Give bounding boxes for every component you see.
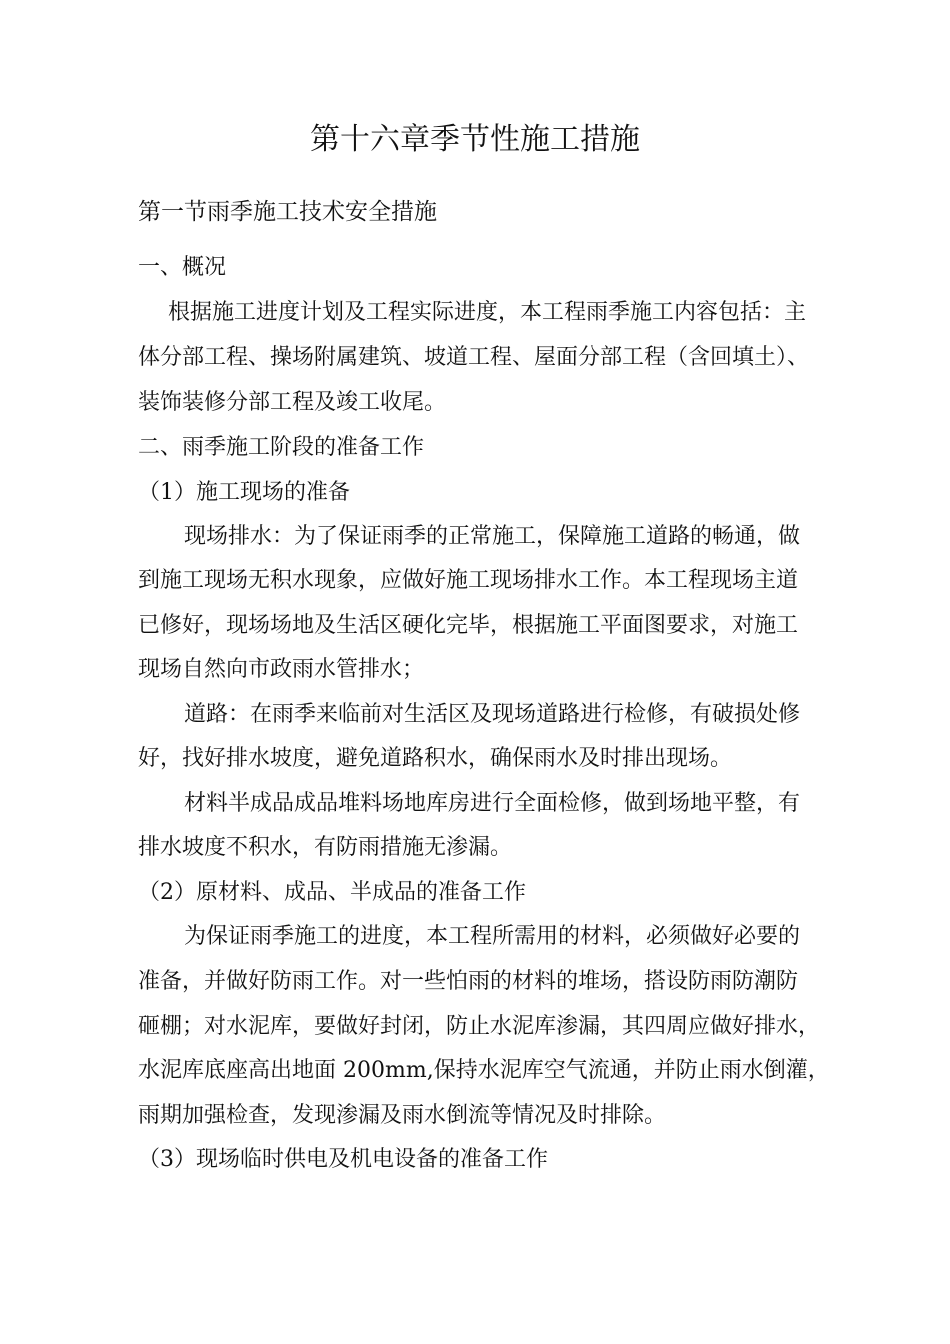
heading-overview: 一、概况 — [138, 255, 227, 280]
subheading-site: （1）施工现场的准备 — [138, 480, 350, 505]
paragraph-storage-line: 水泥库底座高出地面 200mm,保持水泥库空气流通，并防止雨水倒灌， — [138, 1058, 830, 1083]
paragraph-storage-line: 准备，并做好防雨工作。对一些怕雨的材料的堆场，搭设防雨防潮防 — [138, 969, 799, 994]
paragraph-drainage-line: 现场自然向市政雨水管排水； — [138, 657, 425, 682]
paragraph-materials-line: 排水坡度不积水，有防雨措施无渗漏。 — [138, 835, 513, 860]
paragraph-road-line: 好，找好排水坡度，避免道路积水，确保雨水及时排出现场。 — [138, 746, 733, 771]
paragraph-storage-line: 砸棚；对水泥库，要做好封闭，防止水泥库渗漏，其四周应做好排水， — [138, 1014, 821, 1039]
paragraph-materials-line: 材料半成品成品堆料场地库房进行全面检修，做到场地平整，有 — [184, 791, 801, 816]
subheading-power: （3）现场临时供电及机电设备的准备工作 — [138, 1147, 548, 1172]
subheading-materials: （2）原材料、成品、半成品的准备工作 — [138, 880, 526, 905]
paragraph-drainage-line: 到施工现场无积水现象，应做好施工现场排水工作。本工程现场主道 — [138, 568, 799, 593]
section-title: 第一节雨季施工技术安全措施 — [138, 199, 437, 225]
paragraph-road-line: 道路：在雨季来临前对生活区及现场道路进行检修，有破损处修 — [184, 702, 801, 727]
chapter-title: 第十六章季节性施工措施 — [310, 122, 640, 157]
paragraph-drainage-line: 现场排水：为了保证雨季的正常施工，保障施工道路的畅通，做 — [184, 524, 801, 549]
paragraph-overview-line: 体分部工程、操场附属建筑、坡道工程、屋面分部工程（含回填土）、 — [138, 345, 810, 370]
paragraph-storage-line: 为保证雨季施工的进度，本工程所需用的材料，必须做好必要的 — [184, 924, 801, 949]
paragraph-overview-line: 装饰装修分部工程及竣工收尾。 — [138, 390, 447, 415]
heading-preparation: 二、雨季施工阶段的准备工作 — [138, 435, 425, 460]
paragraph-overview-line: 根据施工进度计划及工程实际进度，本工程雨季施工内容包括：主 — [168, 300, 807, 325]
paragraph-storage-line: 雨期加强检查，发现渗漏及雨水倒流等情况及时排除。 — [138, 1103, 667, 1128]
paragraph-drainage-line: 已修好，现场场地及生活区硬化完毕，根据施工平面图要求，对施工 — [138, 613, 799, 638]
